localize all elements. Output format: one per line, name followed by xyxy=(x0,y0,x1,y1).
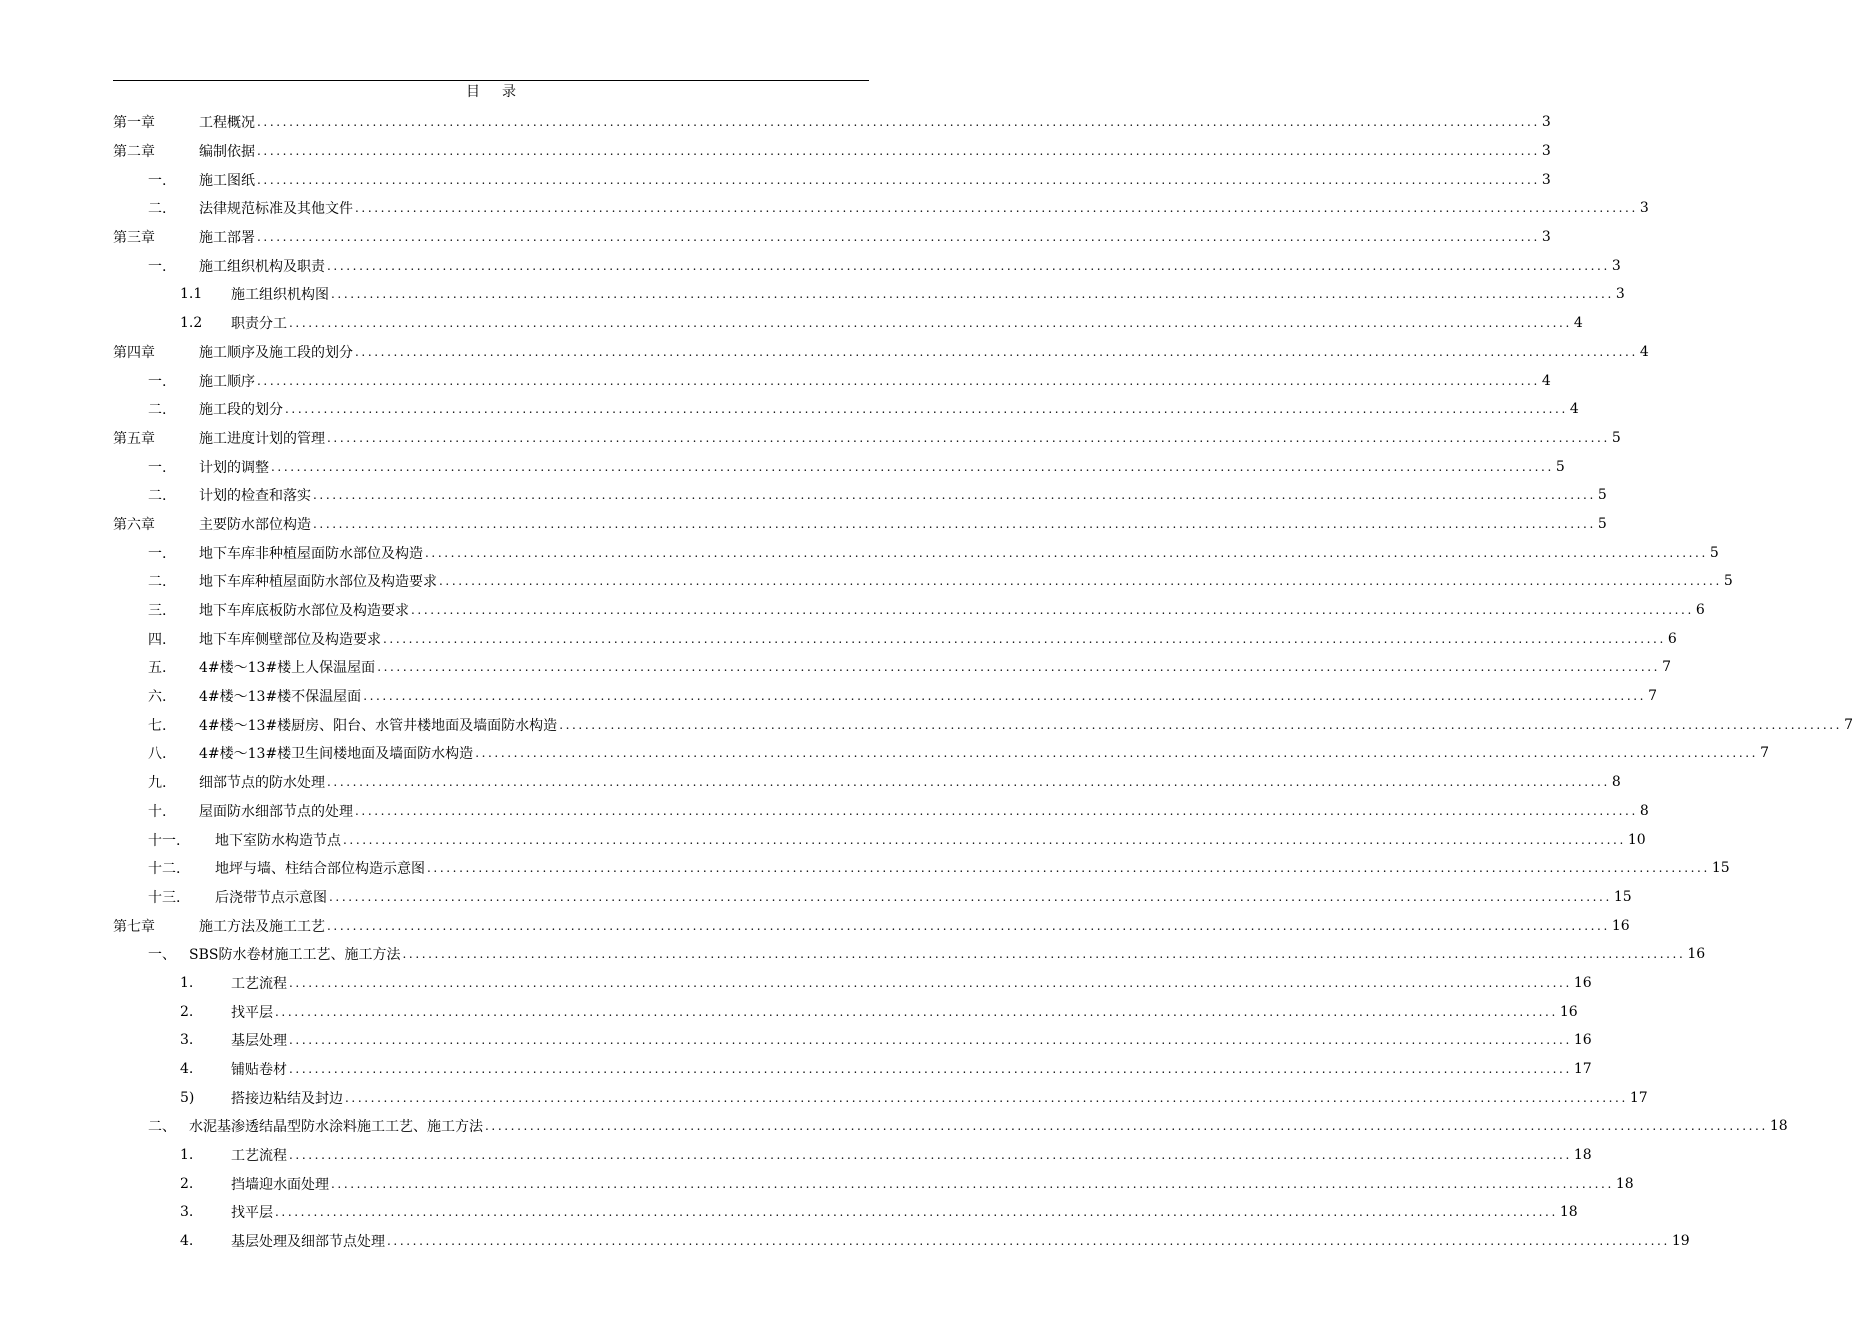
toc-leader-dots: ........................................................................................................................................................................................................ xyxy=(257,172,1540,187)
toc-entry-page: 17 xyxy=(1629,1089,1648,1106)
toc-entry-page: 8 xyxy=(1639,802,1649,819)
toc-entry[interactable] xyxy=(113,969,1592,998)
toc-entry-page: 16 xyxy=(1611,917,1630,934)
toc-entry-number: 十. xyxy=(148,803,167,820)
toc-leader-dots: ........................................................................................................................................................................................................ xyxy=(355,201,1638,216)
toc-entry-title: SBS防水卷材施工工艺、施工方法 xyxy=(189,947,401,964)
toc-entry-title: 4#楼～13#楼厨房、阳台、水管井楼地面及墙面防水构造 xyxy=(199,717,558,734)
toc-leader-dots: ........................................................................................................................................................................................................ xyxy=(289,1148,1572,1163)
toc-entry[interactable] xyxy=(113,280,1625,309)
toc-entry-number: 一. xyxy=(148,373,167,390)
toc-leader-dots: ........................................................................................................................................................................................................ xyxy=(271,459,1554,474)
toc-entry-page: 18 xyxy=(1559,1204,1578,1221)
toc-entry[interactable] xyxy=(113,1227,1690,1256)
toc-entry-page: 19 xyxy=(1671,1233,1690,1250)
toc-entry-title: 地下室防水构造节点 xyxy=(215,832,341,849)
toc-leader-dots: ........................................................................................................................................................................................................ xyxy=(289,1033,1572,1048)
toc-entry-title: 编制依据 xyxy=(199,144,255,161)
toc-entry[interactable] xyxy=(113,596,1705,625)
toc-entry-page: 16 xyxy=(1573,1032,1592,1049)
toc-entry-number: 一、 xyxy=(148,947,176,964)
toc-entry-title: 法律规范标准及其他文件 xyxy=(199,201,353,218)
toc-entry[interactable] xyxy=(113,309,1583,338)
toc-leader-dots: ........................................................................................................................................................................................................ xyxy=(289,1062,1572,1077)
toc-entry-number: 1. xyxy=(180,1147,194,1164)
toc-entry-title: 计划的检查和落实 xyxy=(199,488,311,505)
toc-entry-number: 第一章 xyxy=(113,115,155,132)
toc-entry-title: 地下车库侧壁部位及构造要求 xyxy=(199,631,381,648)
toc-entry-number: 第四章 xyxy=(113,344,155,361)
toc-entry[interactable] xyxy=(113,194,1649,223)
toc-leader-dots: ........................................................................................................................................................................................................ xyxy=(257,373,1540,388)
toc-entry-title: 找平层 xyxy=(231,1004,273,1021)
toc-title-left: 目 xyxy=(466,84,480,100)
toc-entry-title: 地坪与墙、柱结合部位构造示意图 xyxy=(215,861,425,878)
toc-leader-dots: ........................................................................................................................................................................................................ xyxy=(289,316,1572,331)
toc-leader-dots: ........................................................................................................................................................................................................ xyxy=(411,603,1694,618)
toc-entry-page: 5 xyxy=(1597,487,1607,504)
toc-entry[interactable] xyxy=(113,883,1632,912)
toc-entry[interactable] xyxy=(113,710,1853,739)
toc-entry[interactable] xyxy=(113,395,1579,424)
toc-entry-page: 15 xyxy=(1711,860,1730,877)
toc-leader-dots: ........................................................................................................................................................................................................ xyxy=(313,516,1596,531)
toc-entry-page: 6 xyxy=(1695,602,1705,619)
toc-entry[interactable] xyxy=(113,624,1677,653)
toc-entry[interactable] xyxy=(113,940,1706,969)
toc-entry-title: 基层处理及细部节点处理 xyxy=(231,1234,385,1251)
toc-entry-number: 4. xyxy=(180,1233,194,1250)
toc-entry[interactable] xyxy=(113,137,1551,166)
toc-entry-number: 第五章 xyxy=(113,430,155,447)
toc-entry-number: 二、 xyxy=(148,1119,176,1136)
toc-entry[interactable] xyxy=(113,1055,1592,1084)
toc-entry-number: 第二章 xyxy=(113,144,155,161)
toc-entry-number: 二. xyxy=(148,201,167,218)
toc-entry-title: 施工顺序 xyxy=(199,373,255,390)
toc-leader-dots: ........................................................................................................................................................................................................ xyxy=(377,660,1661,675)
toc-entry-number: 第七章 xyxy=(113,918,155,935)
toc-entry-title: 工艺流程 xyxy=(231,975,287,992)
toc-entry[interactable] xyxy=(113,424,1621,453)
toc-entry-page: 15 xyxy=(1613,888,1632,905)
toc-entry-title: 主要防水部位构造 xyxy=(199,516,311,533)
toc-entry-page: 7 xyxy=(1844,716,1853,733)
toc-entry[interactable] xyxy=(113,825,1646,854)
toc-leader-dots: ........................................................................................................................................................................................................ xyxy=(275,1205,1558,1220)
toc-entry-number: 八. xyxy=(148,746,167,763)
toc-entry-number: 3. xyxy=(180,1204,194,1221)
toc-entry-title: 施工段的划分 xyxy=(199,402,283,419)
toc-entry-page: 4 xyxy=(1541,372,1551,389)
toc-entry-page: 3 xyxy=(1639,200,1649,217)
toc-entry-title: 施工组织机构图 xyxy=(231,287,329,304)
toc-title-right: 录 xyxy=(502,84,516,100)
toc-entry-page: 3 xyxy=(1541,229,1551,246)
toc-entry-number: 第三章 xyxy=(113,230,155,247)
toc-entry[interactable] xyxy=(113,452,1565,481)
toc-leader-dots: ........................................................................................................................................................................................................ xyxy=(485,1119,1768,1134)
toc-leader-dots: ........................................................................................................................................................................................................ xyxy=(331,287,1614,302)
toc-entry-number: 九. xyxy=(148,775,167,792)
toc-entry-title: 4#楼～13#楼卫生间楼地面及墙面防水构造 xyxy=(199,746,474,763)
toc-entry-title: 工艺流程 xyxy=(231,1148,287,1165)
toc-entry[interactable] xyxy=(113,251,1621,280)
toc-entry-title: 施工进度计划的管理 xyxy=(199,430,325,447)
toc-leader-dots: ........................................................................................................................................................................................................ xyxy=(313,488,1596,503)
toc-leader-dots: ........................................................................................................................................................................................................ xyxy=(275,1004,1558,1019)
toc-entry-number: 2. xyxy=(180,1003,194,1020)
toc-entry[interactable] xyxy=(113,538,1719,567)
toc-entry-number: 十三. xyxy=(148,889,181,906)
toc-entry-number: 4. xyxy=(180,1061,194,1078)
toc-entry-title: 工程概况 xyxy=(199,115,255,132)
toc-leader-dots: ........................................................................................................................................................................................................ xyxy=(387,1234,1670,1249)
toc-entry-page: 5 xyxy=(1709,544,1719,561)
toc-entry-title: 铺贴卷材 xyxy=(231,1062,287,1079)
top-rule xyxy=(113,80,869,81)
toc-entry-title: 地下车库非种植屋面防水部位及构造 xyxy=(199,545,423,562)
toc-entry-title: 屋面防水细部节点的处理 xyxy=(199,803,353,820)
toc-entry-page: 3 xyxy=(1541,114,1551,131)
toc-entry-number: 二. xyxy=(148,488,167,505)
toc-entry-title: 后浇带节点示意图 xyxy=(215,889,327,906)
toc-leader-dots: ........................................................................................................................................................................................................ xyxy=(355,803,1638,818)
toc-entry[interactable] xyxy=(113,1026,1592,1055)
toc-entry-page: 7 xyxy=(1760,745,1769,762)
toc-entry-page: 7 xyxy=(1648,688,1657,705)
toc-entry-page: 5 xyxy=(1555,458,1565,475)
toc-entry[interactable] xyxy=(113,1083,1648,1112)
toc-entry[interactable] xyxy=(113,366,1551,395)
toc-entry-page: 8 xyxy=(1611,774,1621,791)
toc-leader-dots: ........................................................................................................................................................................................................ xyxy=(363,689,1647,704)
toc-entry-number: 一. xyxy=(148,172,167,189)
toc-list xyxy=(113,108,1853,1256)
toc-entry-page: 4 xyxy=(1573,315,1583,332)
toc-leader-dots: ........................................................................................................................................................................................................ xyxy=(289,975,1572,990)
toc-entry[interactable] xyxy=(113,510,1607,539)
toc-entry[interactable] xyxy=(113,911,1630,940)
toc-leader-dots: ........................................................................................................................................................................................................ xyxy=(329,889,1612,904)
toc-leader-dots: ........................................................................................................................................................................................................ xyxy=(475,746,1759,761)
toc-leader-dots: ........................................................................................................................................................................................................ xyxy=(345,1090,1628,1105)
toc-entry-number: 5) xyxy=(180,1089,195,1106)
toc-entry-title: 水泥基渗透结晶型防水涂料施工工艺、施工方法 xyxy=(189,1119,483,1136)
toc-entry[interactable] xyxy=(113,1169,1634,1198)
toc-entry[interactable] xyxy=(113,567,1733,596)
toc-entry-title: 地下车库种植屋面防水部位及构造要求 xyxy=(199,574,437,591)
toc-leader-dots: ........................................................................................................................................................................................................ xyxy=(331,1176,1614,1191)
toc-entry-title: 施工部署 xyxy=(199,230,255,247)
toc-entry-page: 16 xyxy=(1687,946,1706,963)
toc-leader-dots: ........................................................................................................................................................................................................ xyxy=(355,344,1638,359)
toc-entry-title: 施工图纸 xyxy=(199,172,255,189)
toc-entry-title: 施工组织机构及职责 xyxy=(199,258,325,275)
toc-entry-number: 五. xyxy=(148,660,167,677)
toc-entry-page: 16 xyxy=(1573,974,1592,991)
toc-entry-title: 挡墙迎水面处理 xyxy=(231,1176,329,1193)
toc-entry[interactable] xyxy=(113,997,1578,1026)
toc-entry-page: 7 xyxy=(1662,659,1671,676)
toc-entry[interactable] xyxy=(113,768,1621,797)
toc-entry[interactable] xyxy=(113,854,1730,883)
toc-entry-page: 18 xyxy=(1573,1147,1592,1164)
toc-title xyxy=(113,82,869,102)
toc-entry-page: 16 xyxy=(1559,1003,1578,1020)
toc-leader-dots: ........................................................................................................................................................................................................ xyxy=(425,545,1708,560)
toc-entry-title: 搭接边粘结及封边 xyxy=(231,1090,343,1107)
toc-entry[interactable] xyxy=(113,682,1657,711)
toc-entry[interactable] xyxy=(113,165,1551,194)
toc-entry-page: 5 xyxy=(1611,429,1621,446)
toc-entry-number: 一. xyxy=(148,258,167,275)
toc-entry[interactable] xyxy=(113,223,1551,252)
toc-entry[interactable] xyxy=(113,481,1607,510)
toc-entry-number: 二. xyxy=(148,402,167,419)
toc-entry-title: 4#楼～13#楼不保温屋面 xyxy=(199,689,362,706)
toc-entry-title: 4#楼～13#楼上人保温屋面 xyxy=(199,660,376,677)
toc-entry-number: 一. xyxy=(148,459,167,476)
toc-entry[interactable] xyxy=(113,739,1769,768)
toc-entry-number: 第六章 xyxy=(113,516,155,533)
toc-entry-number: 1. xyxy=(180,974,194,991)
toc-leader-dots: ........................................................................................................................................................................................................ xyxy=(383,631,1666,646)
toc-leader-dots: ........................................................................................................................................................................................................ xyxy=(327,258,1610,273)
toc-entry-page: 5 xyxy=(1723,573,1733,590)
toc-leader-dots: ........................................................................................................................................................................................................ xyxy=(427,861,1710,876)
toc-entry-number: 六. xyxy=(148,689,167,706)
toc-entry-title: 计划的调整 xyxy=(199,459,269,476)
toc-entry[interactable] xyxy=(113,108,1551,137)
toc-entry-title: 细部节点的防水处理 xyxy=(199,775,325,792)
toc-leader-dots: ........................................................................................................................................................................................................ xyxy=(327,775,1610,790)
toc-entry[interactable] xyxy=(113,1112,1788,1141)
toc-entry-number: 1.2 xyxy=(180,315,203,332)
toc-entry[interactable] xyxy=(113,1198,1578,1227)
toc-leader-dots: ........................................................................................................................................................................................................ xyxy=(327,430,1610,445)
toc-entry-page: 18 xyxy=(1769,1118,1788,1135)
toc-leader-dots: ........................................................................................................................................................................................................ xyxy=(285,402,1568,417)
toc-entry-page: 18 xyxy=(1615,1175,1634,1192)
toc-leader-dots: ........................................................................................................................................................................................................ xyxy=(327,918,1610,933)
toc-entry[interactable] xyxy=(113,338,1649,367)
toc-entry-page: 17 xyxy=(1573,1061,1592,1078)
toc-entry-page: 5 xyxy=(1597,515,1607,532)
toc-entry-number: 十一. xyxy=(148,832,181,849)
toc-entry[interactable] xyxy=(113,653,1671,682)
toc-entry[interactable] xyxy=(113,797,1649,826)
toc-entry-title: 地下车库底板防水部位及构造要求 xyxy=(199,603,409,620)
toc-leader-dots: ........................................................................................................................................................................................................ xyxy=(257,230,1540,245)
toc-entry-number: 1.1 xyxy=(180,286,203,303)
toc-entry-number: 二. xyxy=(148,574,167,591)
toc-entry-number: 一. xyxy=(148,545,167,562)
toc-entry-number: 2. xyxy=(180,1175,194,1192)
toc-entry-number: 三. xyxy=(148,603,167,620)
toc-entry-page: 4 xyxy=(1569,401,1579,418)
toc-entry-page: 3 xyxy=(1541,171,1551,188)
toc-entry-number: 十二. xyxy=(148,861,181,878)
toc-entry-number: 3. xyxy=(180,1032,194,1049)
toc-entry-page: 3 xyxy=(1541,143,1551,160)
toc-leader-dots: ........................................................................................................................................................................................................ xyxy=(257,115,1540,130)
toc-entry-page: 3 xyxy=(1611,257,1621,274)
toc-entry-title: 职责分工 xyxy=(231,316,287,333)
toc-entry-title: 找平层 xyxy=(231,1205,273,1222)
toc-entry-page: 4 xyxy=(1639,343,1649,360)
toc-entry-number: 四. xyxy=(148,631,167,648)
toc-leader-dots: ........................................................................................................................................................................................................ xyxy=(439,574,1722,589)
toc-leader-dots: ........................................................................................................................................................................................................ xyxy=(257,144,1540,159)
toc-entry-page: 10 xyxy=(1627,831,1646,848)
toc-leader-dots: ........................................................................................................................................................................................................ xyxy=(559,717,1843,732)
toc-entry-title: 施工顺序及施工段的划分 xyxy=(199,344,353,361)
toc-entry-title: 基层处理 xyxy=(231,1033,287,1050)
toc-entry-page: 3 xyxy=(1615,286,1625,303)
toc-leader-dots: ........................................................................................................................................................................................................ xyxy=(402,947,1686,962)
toc-entry-number: 七. xyxy=(148,717,167,734)
toc-leader-dots: ........................................................................................................................................................................................................ xyxy=(343,832,1626,847)
toc-entry-title: 施工方法及施工工艺 xyxy=(199,918,325,935)
toc-entry-page: 6 xyxy=(1667,630,1677,647)
toc-entry[interactable] xyxy=(113,1141,1592,1170)
